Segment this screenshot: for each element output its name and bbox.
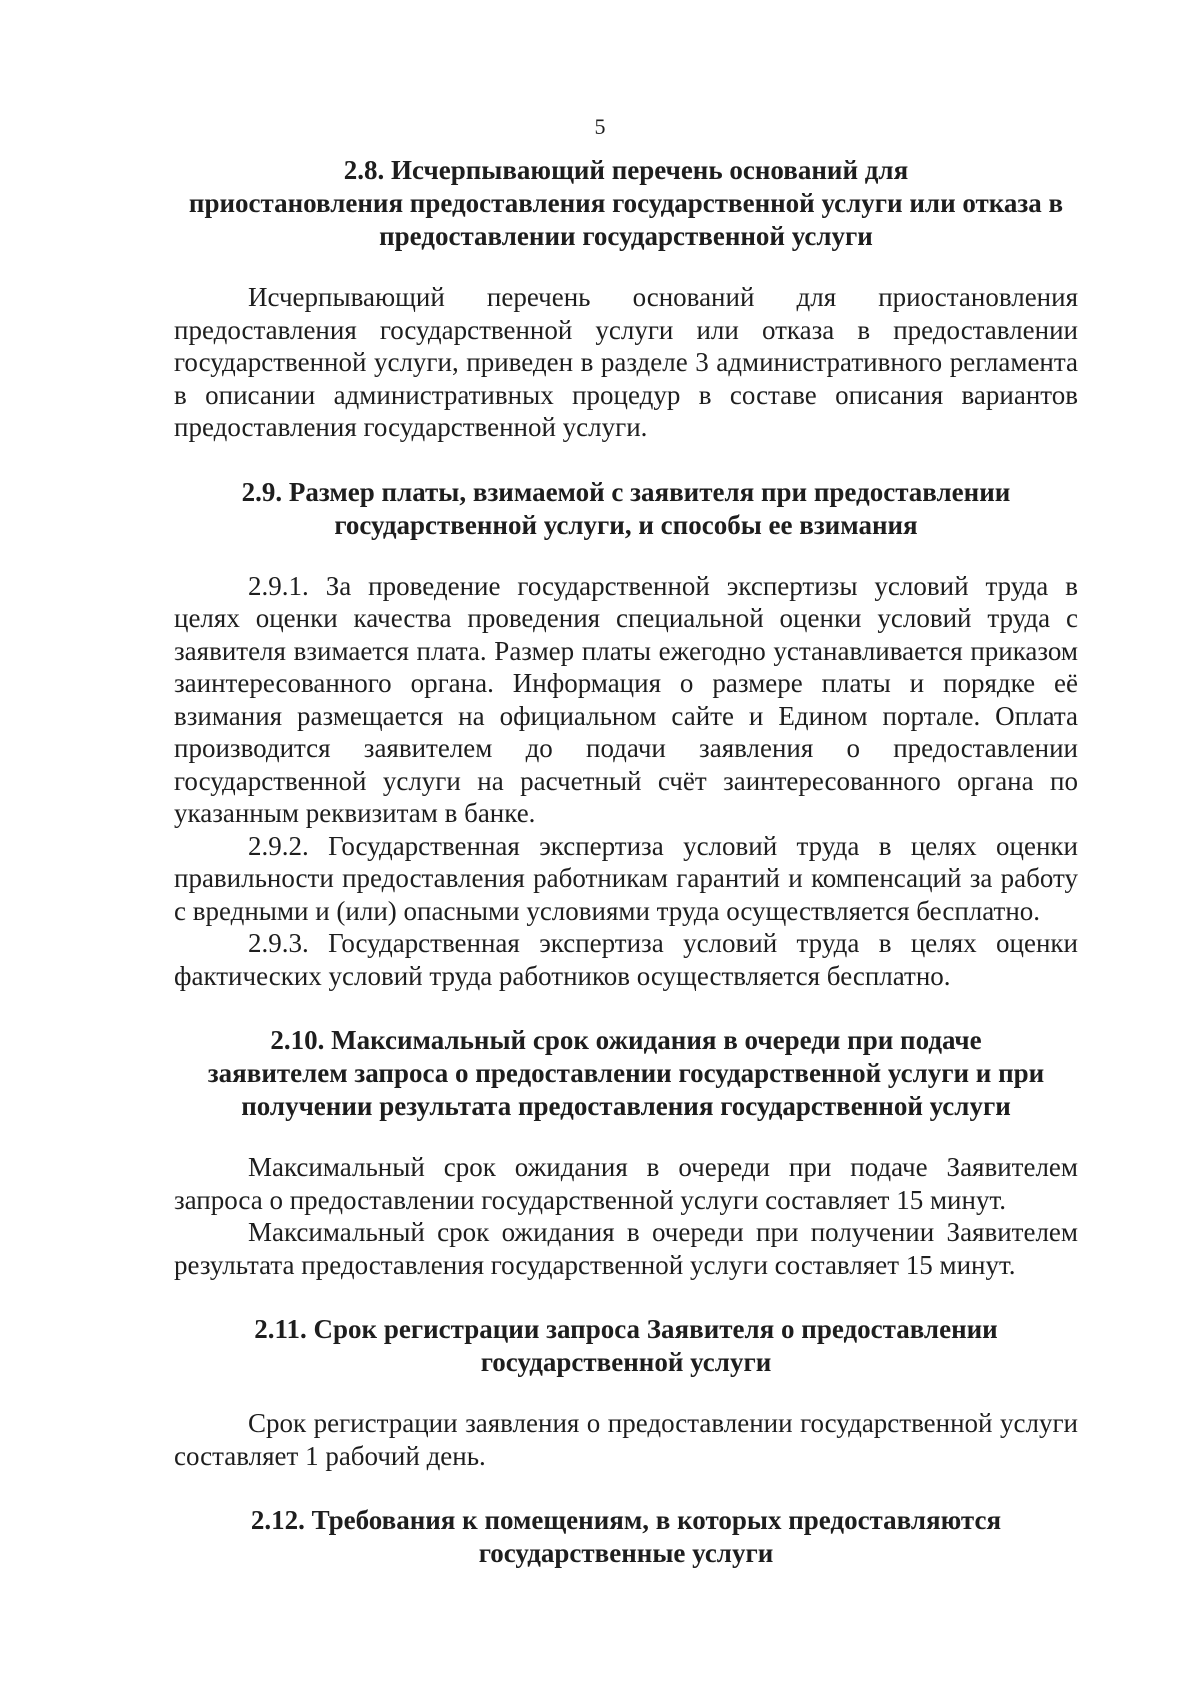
section-2-10: [174, 1024, 1078, 1281]
spacer: [174, 1472, 1078, 1504]
heading-line: заявителем запроса о предоставлении государственной услуги и при: [207, 1058, 1045, 1088]
section-2-8: [174, 154, 1078, 444]
spacer: [174, 1123, 1078, 1151]
spacer: [174, 992, 1078, 1024]
paragraph: Максимальный срок ожидания в очереди при получении Заявителем результата предоставления государственной услуги составляет 15 минут.: [174, 1217, 1078, 1280]
paragraph: 2.9.2. Государственная экспертиза условий труда в целях оценки правильности предоставления работникам гарантий и компенсаций за работу с вредными и (или) опасными условиями труда осуществляется бесплатно.: [174, 830, 1078, 926]
paragraph: Максимальный срок ожидания в очереди при подаче Заявителем запроса о предоставлении государственной услуги составляет 15 минут.: [174, 1152, 1078, 1215]
spacer: [174, 1281, 1078, 1313]
spacer: [174, 1379, 1078, 1407]
section-2-11: [174, 1313, 1078, 1472]
heading-line: государственной услуги, и способы ее взимания: [334, 509, 918, 540]
section-heading: [174, 1024, 1078, 1123]
heading-line: государственной услуги: [480, 1347, 772, 1377]
paragraph: 2.9.1. За проведение государственной экспертизы условий труда в целях оценки качества проведения специальной оценки условий труда с заявителя взимается плата. Размер платы ежегодно устанавливается приказом заинтересованного органа. Информация о размере платы и порядке её взимания размещается на официальном сайте и Едином портале. Оплата производится заявителем до подачи заявления о предоставлении государственной услуги на расчетный счёт заинтересованного органа по указанным реквизитам в банке.: [174, 570, 1078, 828]
paragraph: Срок регистрации заявления о предоставлении государственной услуги составляет 1 рабочий день.: [174, 1408, 1078, 1471]
section-heading: [174, 476, 1078, 542]
paragraph: 2.9.3. Государственная экспертиза условий труда в целях оценки фактических условий труда работников осуществляется бесплатно.: [174, 928, 1078, 991]
heading-line: государственные услуги: [478, 1538, 774, 1568]
heading-line: 2.10. Максимальный срок ожидания в очереди при подаче: [270, 1025, 982, 1055]
spacer: [174, 542, 1078, 570]
heading-line: 2.12. Требования к помещениям, в которых предоставляются: [250, 1505, 1002, 1535]
page-number: 5: [594, 114, 606, 139]
section-2-9: [174, 476, 1078, 993]
spacer: [174, 444, 1078, 476]
heading-line: получении результата предоставления государственной услуги: [241, 1091, 1011, 1121]
heading-line: приостановления предоставления государственной услуги или отказа в: [188, 188, 1064, 218]
section-heading: [174, 154, 1078, 253]
heading-line: 2.8. Исчерпывающий перечень оснований для: [343, 155, 909, 185]
section-2-12: [174, 1504, 1078, 1570]
heading-line: предоставлении государственной услуги: [379, 221, 873, 251]
heading-line: 2.9. Размер платы, взимаемой с заявителя при предоставлении: [241, 476, 1011, 507]
paragraph: Исчерпывающий перечень оснований для приостановления предоставления государственной услуги или отказа в предоставлении государственной услуги, приведен в разделе 3 административного регламента в описании административных процедур в составе описания вариантов предоставления государственной услуги.: [174, 282, 1078, 442]
spacer: [174, 253, 1078, 281]
section-heading: [174, 1313, 1078, 1379]
heading-line: 2.11. Срок регистрации запроса Заявителя о предоставлении: [254, 1314, 998, 1344]
document-body: [174, 154, 1078, 1570]
section-heading: [174, 1504, 1078, 1570]
